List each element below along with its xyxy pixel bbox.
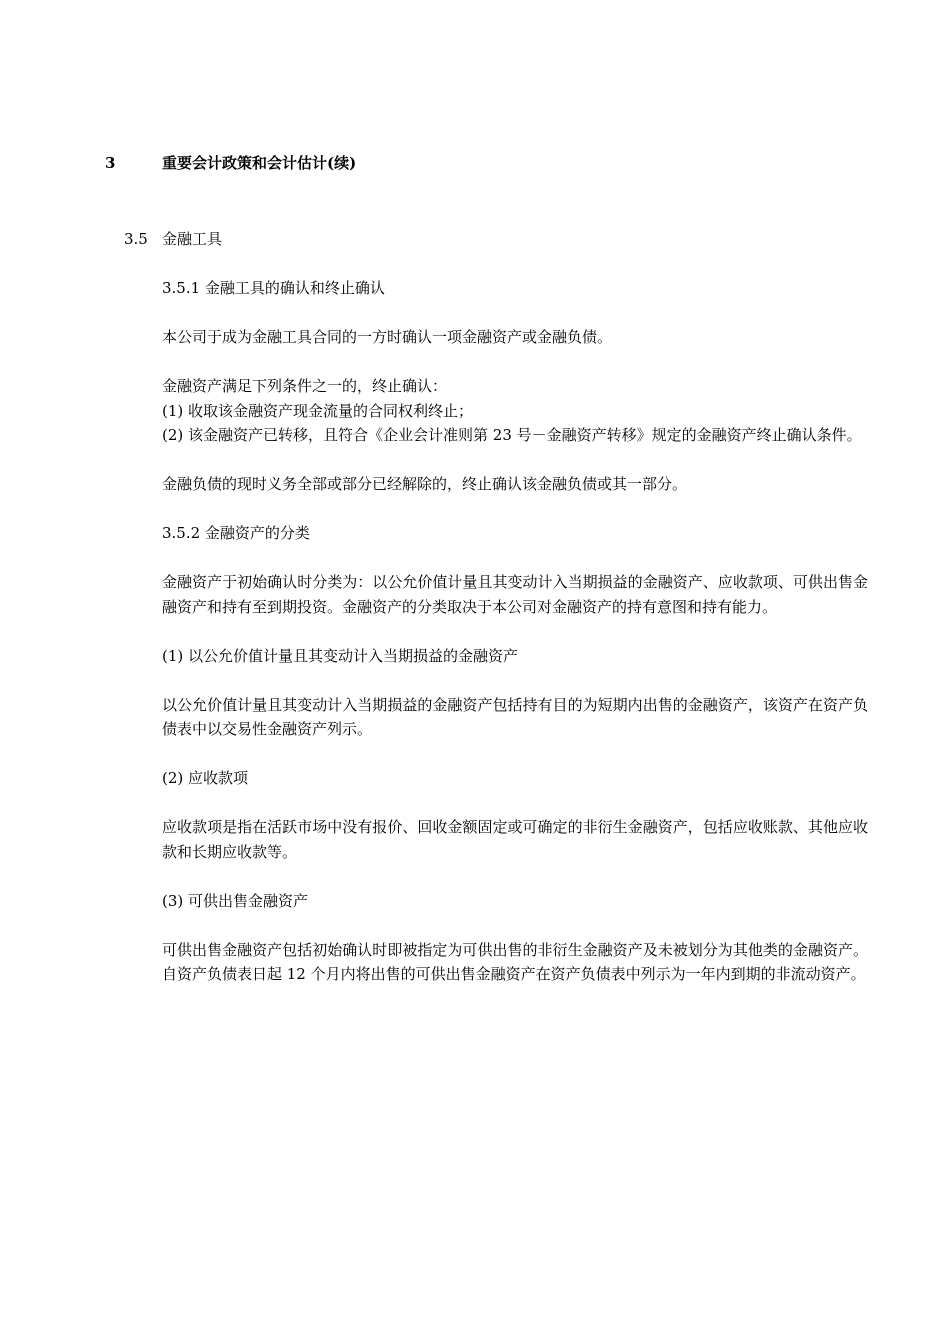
paragraph-recognition: 本公司于成为金融工具合同的一方时确认一项金融资产或金融负债。 bbox=[162, 328, 613, 346]
section-title: 重要会计政策和会计估计(续) bbox=[162, 154, 357, 172]
paragraph-receivables: 应收款项是指在活跃市场中没有报价、回收金额固定或可确定的非衍生金融资产，包括应收账款、其他应收款和长期应收款等。 bbox=[162, 818, 868, 861]
heading-3-5-1: 3.5.1 金融工具的确认和终止确认 bbox=[162, 279, 385, 297]
paragraph-classification: 金融资产于初始确认时分类为：以公允价值计量且其变动计入当期损益的金融资产、应收款项、可供出售金融资产和持有至到期投资。金融资产的分类取决于本公司对金融资产的持有意图和持有能力。 bbox=[162, 573, 868, 616]
paragraph-derecognition-cond1: (1) 收取该金融资产现金流量的合同权利终止； bbox=[162, 401, 474, 420]
subsection-title: 金融工具 bbox=[162, 230, 223, 248]
subsection-number: 3.5 bbox=[124, 230, 148, 248]
paragraph-liability-derecognition: 金融负债的现时义务全部或部分已经解除的，终止确认该金融负债或其一部分。 bbox=[162, 475, 688, 493]
document-body bbox=[162, 276, 868, 987]
paragraph-derecognition-cond2: (2) 该金融资产已转移，且符合《企业会计准则第 23 号－金融资产转移》规定的金融资产终止确认条件。 bbox=[162, 426, 862, 444]
heading-available-for-sale: (3) 可供出售金融资产 bbox=[162, 891, 309, 910]
section-number: 3 bbox=[105, 154, 116, 172]
heading-receivables: (2) 应收款项 bbox=[162, 769, 249, 787]
heading-3-5-2: 3.5.2 金融资产的分类 bbox=[162, 524, 310, 542]
paragraph-fvtpl: 以公允价值计量且其变动计入当期损益的金融资产包括持有目的为短期内出售的金融资产，该资产在资产负债表中以交易性金融资产列示。 bbox=[162, 695, 868, 738]
paragraph-derecognition-intro: 金融资产满足下列条件之一的，终止确认： bbox=[162, 377, 448, 395]
heading-fvtpl: (1) 以公允价值计量且其变动计入当期损益的金融资产 bbox=[162, 646, 519, 665]
paragraph-available-for-sale: 可供出售金融资产包括初始确认时即被指定为可供出售的非衍生金融资产及未被划分为其他类的金融资产。自资产负债表日起 12 个月内将出售的可供出售金融资产在资产负债表中列示为一年内到期的非流动资产。 bbox=[162, 940, 868, 983]
